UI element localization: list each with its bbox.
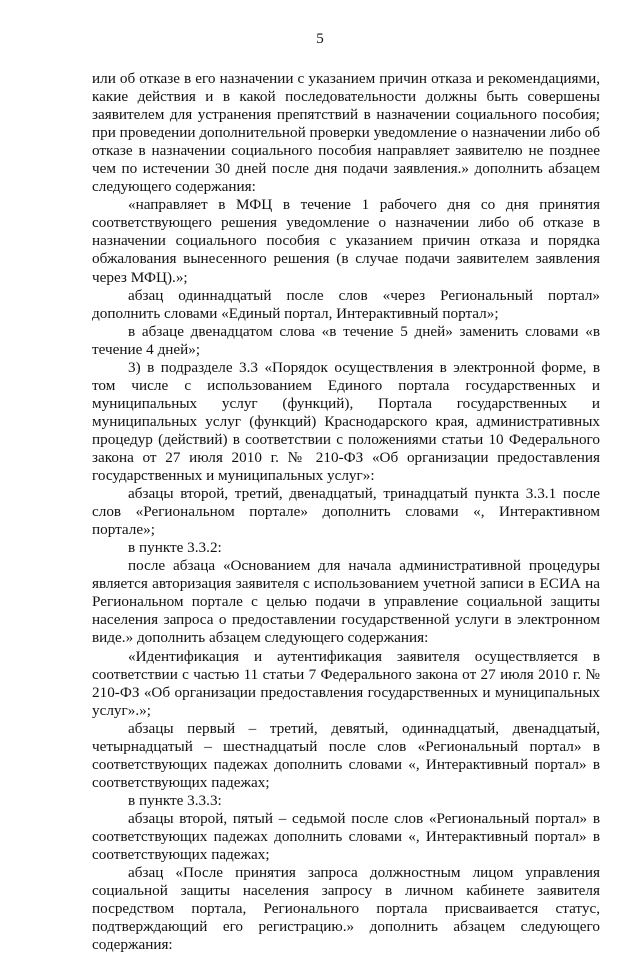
paragraph: абзацы первый – третий, девятый, одиннадцатый, двенадцатый, четырнадцатый – шестнадцатый после слов «Региональный портал» в соответствующих падежах дополнить словами «, Интерактивный портал» в соответствующих падежах; (92, 719, 600, 791)
paragraph: в пункте 3.3.2: (128, 539, 222, 557)
paragraph: в абзаце двенадцатом слова «в течение 5 дней» заменить словами «в течение 4 дней»; (92, 322, 600, 358)
paragraph: абзац «После принятия запроса должностным лицом управления социальной защиты населения запросу в личном кабинете заявителя посредством портала, Регионального портала присваивается статус, подтверждающий его регистрацию.» дополнить абзацем следующего содержания: (92, 864, 600, 954)
paragraph: «Идентификация и аутентификация заявителя осуществляется в соответствии с частью 11 статьи 7 Федерального закона от 27 июля 2010 г. № 210-ФЗ «Об организации предоставления государственных и муниципальных услуг».»; (92, 647, 600, 719)
paragraph: абзацы второй, пятый – седьмой после слов «Региональный портал» в соответствующих падежах дополнить словами «, Интерактивный портал» в соответствующих падежах; (92, 809, 600, 864)
page-number: 5 (316, 31, 324, 47)
paragraph: 3) в подразделе 3.3 «Порядок осуществления в электронной форме, в том числе с использованием Единого портала государственных и муниципальных услуг (функций), Портала государственных и муниципальных услуг (функций) Краснодарского края, административных процедур (действий) в соответствии с положениями статьи 10 Федерального закона от 27 июля 2010 г. № 210-ФЗ «Об организации предоставления государственных и муниципальных услуг»: (92, 358, 600, 485)
paragraph: или об отказе в его назначении с указанием причин отказа и рекомендациями, какие действия и в какой последовательности должны быть совершены заявителем для устранения препятствий в назначении социального пособия; при проведении дополнительной проверки уведомление о назначении либо об отказе в назначении социального пособия направляет заявителю не позднее чем по истечении 30 дней после дня подачи заявления.» дополнить абзацем следующего содержания: (92, 70, 600, 196)
document-body (92, 70, 600, 954)
paragraph: абзац одиннадцатый после слов «через Региональный портал» дополнить словами «Единый портал, Интерактивный портал»; (92, 286, 600, 322)
paragraph: «направляет в МФЦ в течение 1 рабочего дня со дня принятия соответствующего решения уведомление о назначении либо об отказе в назначении социального пособия с указанием причин отказа и порядка обжалования вынесенного решения (в случае подачи заявителем заявления через МФЦ).»; (92, 196, 600, 286)
paragraph: абзацы второй, третий, двенадцатый, тринадцатый пункта 3.3.1 после слов «Региональном портале» дополнить словами «, Интерактивном портале»; (92, 485, 600, 539)
paragraph: после абзаца «Основанием для начала административной процедуры является авторизация заявителя с использованием учетной записи в ЕСИА на Региональном портале с целью подачи в управление социальной защиты населения запроса о предоставлении государственной услуги в электронном виде.» дополнить абзацем следующего содержания: (92, 557, 600, 647)
paragraph: в пункте 3.3.3: (128, 791, 222, 809)
